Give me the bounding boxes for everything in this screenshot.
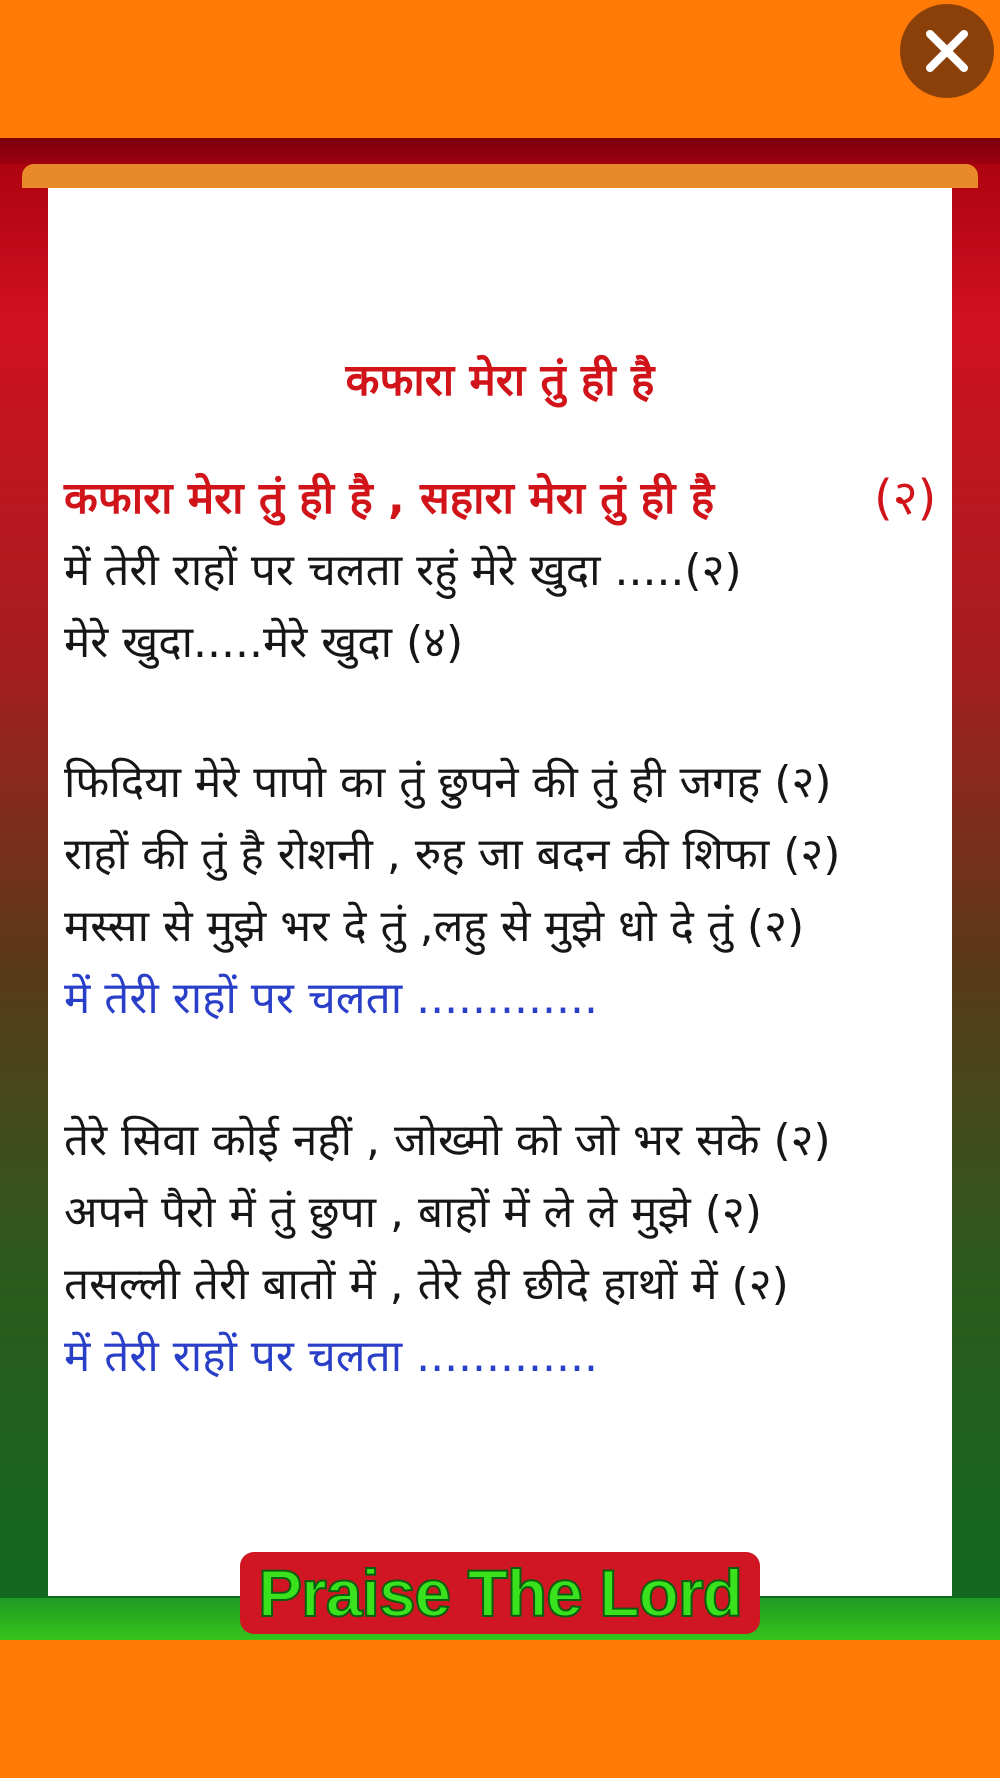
song-title: कफारा मेरा तुं ही है (345, 355, 655, 406)
lyrics-frame (0, 138, 1000, 1640)
frame-top-ledge (22, 164, 978, 188)
chorus-line-2: में तेरी राहों पर चलता रहुं मेरे खुदा .....(२) (64, 545, 742, 596)
chorus-line-1: कफारा मेरा तुं ही है , सहारा मेरा तुं ही है (64, 473, 715, 524)
bottom-bar (0, 1640, 1000, 1778)
verse-2-line-2: अपने पैरो में तुं छुपा , बाहों में ले ले मुझे (२) (64, 1187, 762, 1238)
chorus-line-3: मेरे खुदा.....मेरे खुदा (४) (64, 617, 464, 668)
lyrics-page (48, 188, 952, 1596)
top-bar (0, 0, 1000, 138)
praise-banner (240, 1552, 760, 1634)
verse-2-line-1: तेरे सिवा कोई नहीं , जोख्मो को जो भर सके (२) (64, 1115, 831, 1166)
refrain-line-1: में तेरी राहों पर चलता ............. (64, 973, 598, 1024)
chorus-line-1-repeat: (२) (874, 470, 937, 526)
verse-1-line-3: मस्सा से मुझे भर दे तुं ,लहु से मुझे धो दे तुं (२) (64, 901, 805, 952)
verse-1-line-2: राहों की तुं है रोशनी , रुह जा बदन की शिफा (२) (64, 829, 841, 880)
close-icon (922, 26, 972, 76)
verse-1-line-1: फिदिया मेरे पापो का तुं छुपने की तुं ही जगह (२) (64, 757, 832, 808)
close-button[interactable] (900, 4, 994, 98)
frame-top-border (0, 138, 1000, 164)
verse-2-line-3: तसल्ली तेरी बातों में , तेरे ही छीदे हाथों में (२) (64, 1259, 789, 1310)
praise-banner-text: Praise The Lord (258, 1556, 742, 1630)
refrain-line-2: में तेरी राहों पर चलता ............. (64, 1331, 598, 1382)
